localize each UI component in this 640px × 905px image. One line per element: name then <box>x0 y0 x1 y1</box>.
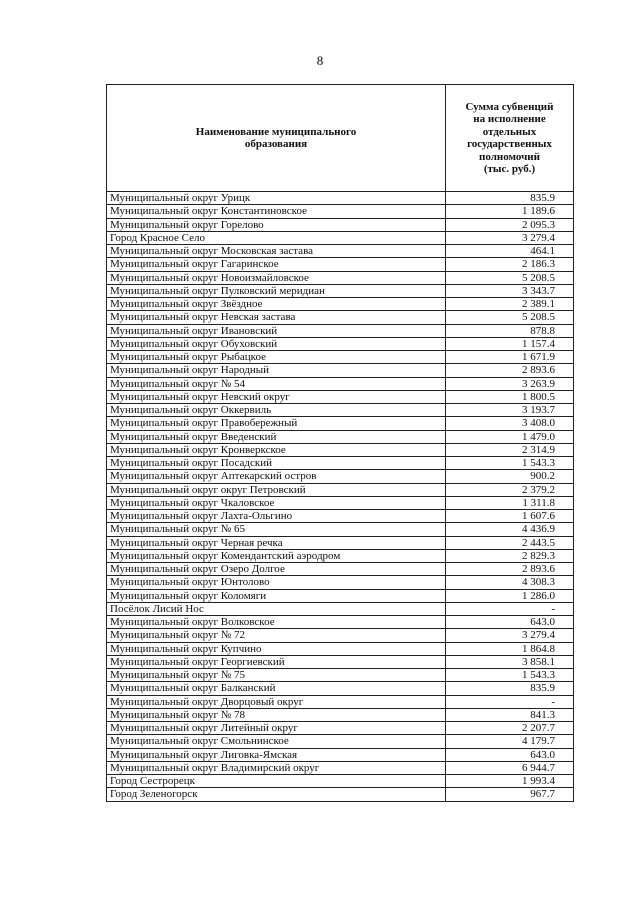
table-body <box>107 192 574 802</box>
municipality-name-cell: Муниципальный округ Московская застава <box>107 245 446 258</box>
table-row <box>107 218 574 231</box>
municipality-name-cell: Муниципальный округ № 65 <box>107 523 446 536</box>
subsidy-amount-cell: 2 186.3 <box>446 258 574 271</box>
municipality-name-cell: Муниципальный округ Рыбацкое <box>107 351 446 364</box>
subsidy-amount-cell: 2 095.3 <box>446 218 574 231</box>
table-row <box>107 351 574 364</box>
subsidy-amount-cell: - <box>446 695 574 708</box>
header-sum-line: отдельных <box>482 125 537 138</box>
municipality-name-cell: Муниципальный округ № 78 <box>107 708 446 721</box>
municipality-name-cell: Муниципальный округ Аптекарский остров <box>107 470 446 483</box>
subsidy-amount-cell: 643.0 <box>446 616 574 629</box>
subsidy-amount-cell: 4 308.3 <box>446 576 574 589</box>
municipality-name-cell: Муниципальный округ Волковское <box>107 616 446 629</box>
table-row <box>107 390 574 403</box>
municipality-name-cell: Муниципальный округ Пулковский меридиан <box>107 284 446 297</box>
subsidy-amount-cell: 1 800.5 <box>446 390 574 403</box>
table-row <box>107 682 574 695</box>
subsidy-amount-cell: 2 207.7 <box>446 722 574 735</box>
subsidy-amount-cell: 2 443.5 <box>446 536 574 549</box>
table-row <box>107 563 574 576</box>
subsidy-amount-cell: 1 864.8 <box>446 642 574 655</box>
subsidy-amount-cell: 1 607.6 <box>446 510 574 523</box>
municipality-name-cell: Посёлок Лисий Нос <box>107 602 446 615</box>
subsidy-amount-cell: 967.7 <box>446 788 574 801</box>
subsidy-amount-cell: 2 314.9 <box>446 443 574 456</box>
table-row <box>107 496 574 509</box>
municipality-name-cell: Муниципальный округ Владимирский округ <box>107 761 446 774</box>
municipality-name-cell: Город Сестрорецк <box>107 775 446 788</box>
subsidy-amount-cell: 5 208.5 <box>446 271 574 284</box>
table-header-row <box>107 85 574 192</box>
subsidy-amount-cell: 6 944.7 <box>446 761 574 774</box>
table-row <box>107 337 574 350</box>
subsidy-amount-cell: 3 858.1 <box>446 655 574 668</box>
table-row <box>107 271 574 284</box>
subsidy-amount-cell: 3 343.7 <box>446 284 574 297</box>
table-row <box>107 735 574 748</box>
municipality-name-cell: Муниципальный округ № 72 <box>107 629 446 642</box>
table-row <box>107 245 574 258</box>
table-row <box>107 589 574 602</box>
table-row <box>107 417 574 430</box>
municipality-name-cell: Муниципальный округ Народный <box>107 364 446 377</box>
municipality-name-cell: Муниципальный округ Балканский <box>107 682 446 695</box>
table-row <box>107 708 574 721</box>
municipality-name-cell: Муниципальный округ округ Петровский <box>107 483 446 496</box>
subsidy-amount-cell: 841.3 <box>446 708 574 721</box>
municipality-name-cell: Муниципальный округ Введенский <box>107 430 446 443</box>
municipality-name-cell: Муниципальный округ Невская застава <box>107 311 446 324</box>
subsidy-amount-cell: 3 263.9 <box>446 377 574 390</box>
subsidy-amount-cell: 5 208.5 <box>446 311 574 324</box>
municipality-name-cell: Муниципальный округ Обуховский <box>107 337 446 350</box>
municipality-name-cell: Муниципальный округ Озеро Долгое <box>107 563 446 576</box>
table-row <box>107 443 574 456</box>
municipality-name-cell: Муниципальный округ Кронверкское <box>107 443 446 456</box>
municipality-name-cell: Муниципальный округ Гагаринское <box>107 258 446 271</box>
municipality-name-cell: Муниципальный округ Горелово <box>107 218 446 231</box>
municipality-name-cell: Муниципальный округ Чкаловское <box>107 496 446 509</box>
table-row <box>107 510 574 523</box>
table-row <box>107 576 574 589</box>
table-row <box>107 523 574 536</box>
subsidy-amount-cell: 2 389.1 <box>446 298 574 311</box>
subsidy-amount-cell: 2 893.6 <box>446 563 574 576</box>
table-row <box>107 404 574 417</box>
subsidy-table <box>106 84 574 802</box>
municipality-name-cell: Муниципальный округ Лахта-Ольгино <box>107 510 446 523</box>
table-row <box>107 364 574 377</box>
table-row <box>107 536 574 549</box>
table-row <box>107 457 574 470</box>
subsidy-amount-cell: 4 179.7 <box>446 735 574 748</box>
table-row <box>107 470 574 483</box>
subsidy-amount-cell: 4 436.9 <box>446 523 574 536</box>
table-row <box>107 775 574 788</box>
subsidy-amount-cell: 2 893.6 <box>446 364 574 377</box>
municipality-name-cell: Город Красное Село <box>107 231 446 244</box>
table-row <box>107 655 574 668</box>
table-row <box>107 722 574 735</box>
header-subsidy-sum <box>446 85 574 192</box>
subsidy-amount-cell: - <box>446 602 574 615</box>
municipality-name-cell: Муниципальный округ Черная речка <box>107 536 446 549</box>
subsidy-amount-cell: 1 671.9 <box>446 351 574 364</box>
subsidy-amount-cell: 1 543.3 <box>446 457 574 470</box>
municipality-name-cell: Муниципальный округ Коломяги <box>107 589 446 602</box>
municipality-name-cell: Муниципальный округ Правобережный <box>107 417 446 430</box>
table-row <box>107 549 574 562</box>
municipality-name-cell: Муниципальный округ Оккервиль <box>107 404 446 417</box>
subsidy-amount-cell: 464.1 <box>446 245 574 258</box>
subsidy-amount-cell: 1 479.0 <box>446 430 574 443</box>
table-row <box>107 629 574 642</box>
table-row <box>107 258 574 271</box>
municipality-name-cell: Муниципальный округ № 54 <box>107 377 446 390</box>
table-row <box>107 483 574 496</box>
municipality-name-cell: Муниципальный округ Смольнинское <box>107 735 446 748</box>
subsidy-amount-cell: 3 279.4 <box>446 231 574 244</box>
municipality-name-cell: Город Зеленогорск <box>107 788 446 801</box>
subsidy-amount-cell: 3 279.4 <box>446 629 574 642</box>
subsidy-amount-cell: 1 993.4 <box>446 775 574 788</box>
subsidy-amount-cell: 2 829.3 <box>446 549 574 562</box>
table-row <box>107 311 574 324</box>
subsidy-amount-cell: 835.9 <box>446 682 574 695</box>
page-number: 8 <box>316 53 324 68</box>
table-row <box>107 284 574 297</box>
municipality-name-cell: Муниципальный округ Ивановский <box>107 324 446 337</box>
municipality-name-cell: Муниципальный округ Георгиевский <box>107 655 446 668</box>
municipality-name-cell: Муниципальный округ Комендантский аэродром <box>107 549 446 562</box>
municipality-name-cell: Муниципальный округ Новоизмайловское <box>107 271 446 284</box>
subsidy-amount-cell: 1 157.4 <box>446 337 574 350</box>
municipality-name-cell: Муниципальный округ Звёздное <box>107 298 446 311</box>
municipality-name-cell: Муниципальный округ Константиновское <box>107 205 446 218</box>
table-row <box>107 788 574 801</box>
header-sum-line: на исполнение <box>473 113 546 125</box>
municipality-name-cell: Муниципальный округ Купчино <box>107 642 446 655</box>
table-row <box>107 669 574 682</box>
table-row <box>107 192 574 205</box>
municipality-name-cell: Муниципальный округ Юнтолово <box>107 576 446 589</box>
municipality-name-cell: Муниципальный округ Невский округ <box>107 390 446 403</box>
table-row <box>107 616 574 629</box>
table-row <box>107 748 574 761</box>
subsidy-amount-cell: 1 286.0 <box>446 589 574 602</box>
table-row <box>107 377 574 390</box>
table-row <box>107 205 574 218</box>
table-row <box>107 430 574 443</box>
subsidy-amount-cell: 1 543.3 <box>446 669 574 682</box>
municipality-name-cell: Муниципальный округ Дворцовый округ <box>107 695 446 708</box>
subsidy-amount-cell: 3 193.7 <box>446 404 574 417</box>
subsidy-amount-cell: 643.0 <box>446 748 574 761</box>
header-sum-line: государственных <box>467 138 552 150</box>
table-row <box>107 231 574 244</box>
municipality-name-cell: Муниципальный округ № 75 <box>107 669 446 682</box>
header-sum-line: полномочий <box>479 150 540 163</box>
subsidy-amount-cell: 3 408.0 <box>446 417 574 430</box>
subsidy-amount-cell: 900.2 <box>446 470 574 483</box>
subsidy-amount-cell: 1 311.8 <box>446 496 574 509</box>
header-sum-line: (тыс. руб.) <box>483 163 536 175</box>
subsidy-amount-cell: 878.8 <box>446 324 574 337</box>
header-municipality-text: Наименование муниципального образования <box>195 125 357 150</box>
table-row <box>107 298 574 311</box>
municipality-name-cell: Муниципальный округ Литейный округ <box>107 722 446 735</box>
table-row <box>107 642 574 655</box>
header-sum-line: Сумма субвенций <box>465 100 554 113</box>
municipality-name-cell: Муниципальный округ Урицк <box>107 192 446 205</box>
table-row <box>107 602 574 615</box>
subsidy-amount-cell: 835.9 <box>446 192 574 205</box>
subsidy-amount-cell: 2 379.2 <box>446 483 574 496</box>
municipality-name-cell: Муниципальный округ Лиговка-Ямская <box>107 748 446 761</box>
table-row <box>107 761 574 774</box>
header-municipality <box>107 85 446 192</box>
subsidy-amount-cell: 1 189.6 <box>446 205 574 218</box>
table-row <box>107 695 574 708</box>
table-row <box>107 324 574 337</box>
municipality-name-cell: Муниципальный округ Посадский <box>107 457 446 470</box>
